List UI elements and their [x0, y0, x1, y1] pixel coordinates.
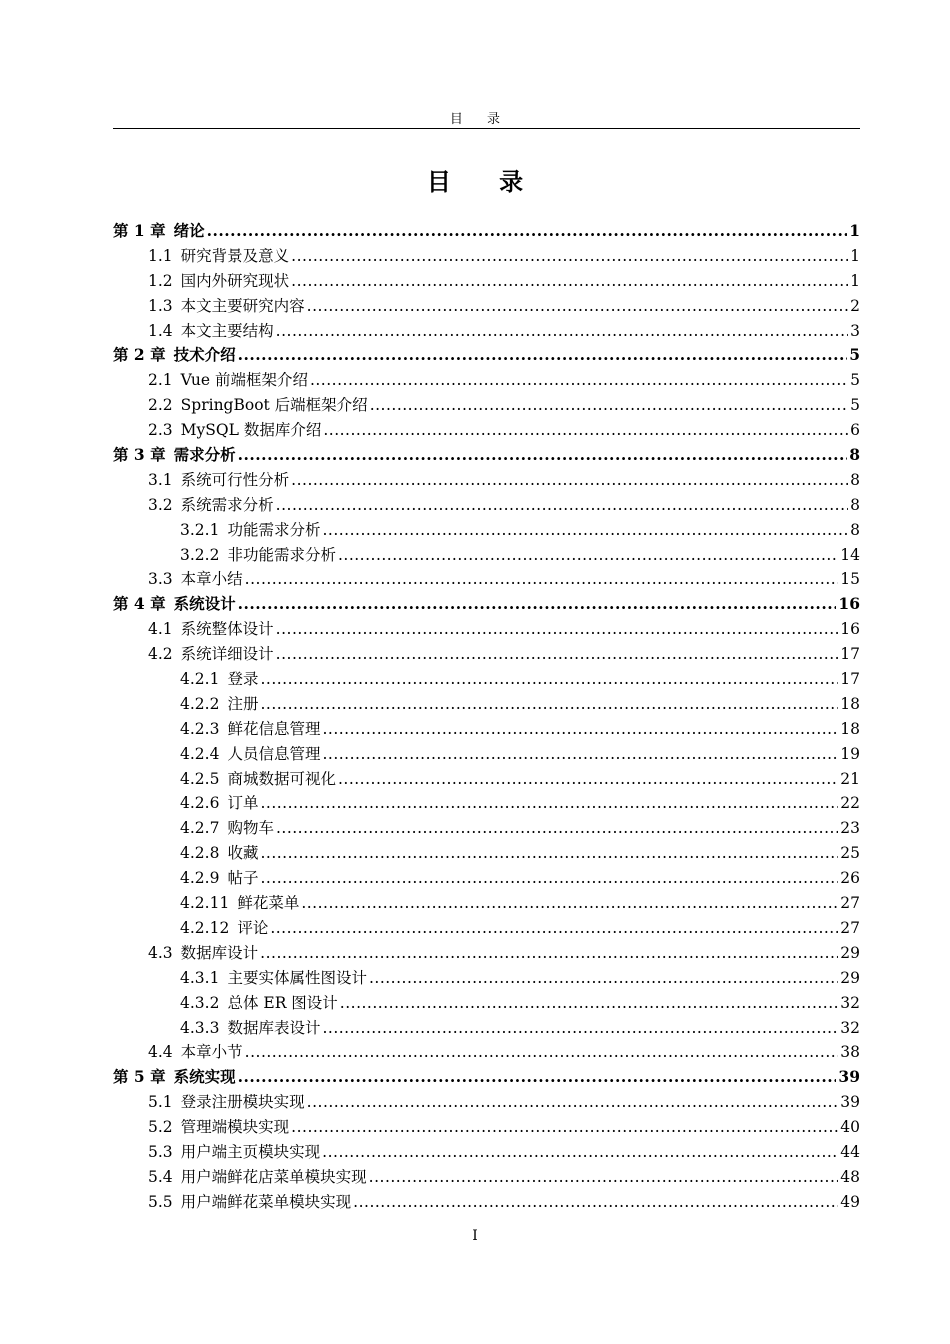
toc-entry-title: 商城数据可视化 [227, 769, 336, 788]
toc-entry-number: 第 1 章 [113, 221, 166, 240]
toc-entry-number: 2.1 [148, 371, 173, 390]
toc-entry-title: 本章小节 [180, 1043, 243, 1062]
toc-entry-title: 帖子 [227, 869, 259, 888]
toc-entry-page: 6 [850, 421, 860, 440]
toc-entry-page: 8 [849, 445, 860, 465]
toc-entry-page: 23 [840, 819, 860, 838]
toc-dot-leader [353, 1190, 838, 1215]
toc-entry-title: 订单 [227, 794, 259, 813]
toc-dot-leader [260, 841, 838, 866]
toc-entry-title: 用户端主页模块实现 [180, 1142, 321, 1161]
toc-dot-leader [245, 1040, 839, 1065]
toc-entry-page: 29 [840, 943, 860, 962]
toc-dot-leader [338, 767, 838, 792]
toc-entry-number: 1.2 [148, 271, 173, 290]
toc-entry-page: 19 [840, 744, 860, 763]
toc-entry-number: 4.2.12 [180, 918, 230, 937]
toc-entry-title: 本章小结 [180, 570, 243, 589]
toc-entry-page: 27 [840, 894, 860, 913]
toc-entry-number: 4.2.6 [180, 794, 220, 813]
toc-entry-number: 4.3.2 [180, 993, 220, 1012]
toc-entry[interactable] [113, 966, 860, 991]
toc-entry[interactable] [113, 642, 860, 667]
toc-entry-title: 系统实现 [173, 1067, 236, 1087]
toc-entry-number: 第 3 章 [113, 445, 166, 465]
toc-entry-title: 用户端鲜花店菜单模块实现 [180, 1167, 367, 1186]
toc-entry-number: 4.3.1 [180, 968, 220, 987]
toc-entry-number: 4.2.3 [180, 719, 220, 738]
toc-entry-page: 5 [850, 396, 860, 415]
toc-entry-title: 评论 [237, 918, 269, 937]
toc-entry-title: 研究背景及意义 [180, 246, 290, 265]
toc-dot-leader [260, 941, 838, 966]
toc-entry-number: 4.2.5 [180, 769, 220, 788]
toc-dot-leader [322, 742, 838, 767]
toc-dot-leader [276, 642, 839, 667]
toc-entry-number: 4.4 [148, 1043, 173, 1062]
toc-entry-title: 本文主要结构 [180, 321, 274, 340]
toc-entry[interactable] [113, 866, 860, 891]
toc-entry[interactable] [113, 991, 860, 1016]
toc-entry[interactable] [113, 667, 860, 692]
page-number: I [472, 1228, 478, 1244]
toc-entry-page: 21 [840, 769, 860, 788]
toc-entry-title: 总体 ER 图设计 [227, 993, 338, 1012]
toc-entry-number: 4.3 [148, 943, 173, 962]
toc-entry-page: 40 [840, 1118, 860, 1137]
toc-entry[interactable] [113, 941, 860, 966]
toc-entry-title: 主要实体属性图设计 [227, 968, 367, 987]
toc-entry-number: 5.4 [148, 1167, 173, 1186]
toc-entry-page: 5 [850, 371, 860, 390]
toc-entry-page: 38 [840, 1043, 860, 1062]
toc-entry[interactable] [113, 493, 860, 518]
table-of-contents [113, 219, 860, 1215]
toc-dot-leader [260, 692, 838, 717]
toc-entry-page: 2 [850, 296, 860, 315]
toc-dot-leader [291, 269, 848, 294]
toc-entry-number: 2.3 [148, 421, 173, 440]
toc-entry-title: 登录 [227, 670, 259, 689]
toc-entry-title: 鲜花菜单 [237, 894, 300, 913]
toc-entry-number: 4.1 [148, 620, 173, 639]
toc-entry-number: 4.2.9 [180, 869, 220, 888]
toc-dot-leader [323, 418, 848, 443]
toc-entry[interactable] [113, 1090, 860, 1115]
toc-entry-page: 32 [840, 993, 860, 1012]
toc-dot-leader [307, 294, 848, 319]
toc-entry-page: 16 [840, 620, 860, 639]
toc-entry-page: 22 [840, 794, 860, 813]
toc-dot-leader [238, 343, 848, 368]
toc-entry[interactable] [113, 294, 860, 319]
toc-entry-title: 登录注册模块实现 [180, 1093, 305, 1112]
toc-entry-page: 48 [840, 1167, 860, 1186]
toc-dot-leader [369, 1165, 839, 1190]
toc-entry-page: 29 [840, 968, 860, 987]
toc-entry-title: 系统整体设计 [180, 620, 274, 639]
toc-entry-title: SpringBoot 后端框架介绍 [180, 396, 368, 415]
toc-entry-page: 32 [840, 1018, 860, 1037]
toc-entry-page: 8 [850, 470, 860, 489]
running-header: 目 录 [449, 112, 511, 127]
toc-entry-page: 5 [849, 345, 860, 365]
toc-entry-number: 4.2.8 [180, 844, 220, 863]
toc-entry-number: 4.2.11 [180, 894, 230, 913]
toc-entry[interactable] [113, 468, 860, 493]
toc-dot-leader [207, 219, 848, 244]
toc-entry-page: 1 [849, 221, 860, 240]
toc-entry-page: 25 [840, 844, 860, 863]
toc-entry-page: 1 [850, 271, 860, 290]
toc-entry-title: 绪论 [173, 221, 205, 240]
toc-entry[interactable] [113, 891, 860, 916]
toc-entry[interactable] [113, 742, 860, 767]
toc-entry-title: 国内外研究现状 [180, 271, 290, 290]
toc-entry-page: 8 [850, 495, 860, 514]
toc-entry-page: 3 [850, 321, 860, 340]
toc-entry-title: 系统可行性分析 [180, 470, 290, 489]
toc-entry-page: 16 [838, 594, 860, 614]
toc-entry[interactable] [113, 592, 860, 617]
toc-entry-title: 注册 [227, 694, 259, 713]
toc-entry-title: 技术介绍 [173, 345, 236, 365]
toc-entry[interactable] [113, 767, 860, 792]
toc-entry[interactable] [113, 1165, 860, 1190]
toc-entry[interactable] [113, 443, 860, 468]
toc-entry-title: Vue 前端框架介绍 [180, 371, 308, 390]
toc-entry-title: 购物车 [227, 819, 274, 838]
toc-entry[interactable] [113, 518, 860, 543]
toc-entry-number: 3.2.1 [180, 520, 220, 539]
toc-entry[interactable] [113, 393, 860, 418]
toc-dot-leader [276, 816, 838, 841]
toc-entry[interactable] [113, 1040, 860, 1065]
toc-dot-leader [322, 518, 848, 543]
toc-dot-leader [369, 966, 838, 991]
toc-entry[interactable] [113, 1065, 860, 1090]
toc-dot-leader [322, 1140, 838, 1165]
toc-entry-number: 5.5 [148, 1192, 173, 1211]
toc-dot-leader [340, 991, 838, 1016]
toc-dot-leader [238, 1065, 837, 1090]
toc-dot-leader [276, 319, 848, 344]
toc-entry-page: 27 [840, 918, 860, 937]
toc-dot-leader [291, 1115, 838, 1140]
toc-entry[interactable] [113, 916, 860, 941]
toc-dot-leader [276, 617, 839, 642]
toc-entry[interactable] [113, 269, 860, 294]
toc-entry-title: 鲜花信息管理 [227, 719, 321, 738]
toc-entry-title: 系统需求分析 [180, 495, 274, 514]
toc-entry-number: 2.2 [148, 396, 173, 415]
toc-entry-number: 第 4 章 [113, 594, 166, 614]
toc-entry-page: 26 [840, 869, 860, 888]
toc-dot-leader [238, 443, 848, 468]
toc-entry-number: 4.3.3 [180, 1018, 220, 1037]
toc-entry-number: 3.3 [148, 570, 173, 589]
toc-entry-number: 4.2.2 [180, 694, 220, 713]
toc-entry-title: 系统详细设计 [180, 645, 274, 664]
toc-entry[interactable] [113, 418, 860, 443]
toc-entry[interactable] [113, 368, 860, 393]
toc-entry[interactable] [113, 841, 860, 866]
toc-entry[interactable] [113, 717, 860, 742]
toc-entry[interactable] [113, 1016, 860, 1041]
toc-entry-title: 数据库设计 [180, 943, 259, 962]
toc-entry-title: 管理端模块实现 [180, 1118, 290, 1137]
toc-entry-title: 本文主要研究内容 [180, 296, 305, 315]
toc-entry-title: 用户端鲜花菜单模块实现 [180, 1192, 352, 1211]
toc-entry-number: 3.2 [148, 495, 173, 514]
toc-entry-number: 1.4 [148, 321, 173, 340]
toc-entry-page: 39 [838, 1067, 860, 1087]
toc-dot-leader [276, 493, 848, 518]
toc-dot-leader [260, 667, 838, 692]
toc-entry-number: 1.1 [148, 246, 173, 265]
toc-entry-number: 第 5 章 [113, 1067, 166, 1087]
toc-entry-number: 4.2.1 [180, 670, 220, 689]
toc-entry-title: 人员信息管理 [227, 744, 321, 763]
toc-entry-number: 3.2.2 [180, 545, 220, 564]
toc-dot-leader [322, 1016, 838, 1041]
toc-entry[interactable] [113, 617, 860, 642]
toc-entry-title: 需求分析 [173, 445, 236, 465]
toc-entry-page: 44 [840, 1142, 860, 1161]
toc-entry-number: 3.1 [148, 470, 173, 489]
toc-dot-leader [291, 244, 848, 269]
toc-entry-page: 17 [840, 670, 860, 689]
toc-entry[interactable] [113, 567, 860, 592]
toc-dot-leader [338, 543, 838, 568]
toc-dot-leader [307, 1090, 839, 1115]
toc-dot-leader [270, 916, 838, 941]
toc-dot-leader [370, 393, 848, 418]
toc-entry-title: MySQL 数据库介绍 [180, 421, 322, 440]
toc-dot-leader [322, 717, 838, 742]
toc-entry[interactable] [113, 319, 860, 344]
toc-entry[interactable] [113, 219, 860, 244]
toc-dot-leader [310, 368, 848, 393]
toc-entry[interactable] [113, 1140, 860, 1165]
toc-entry-number: 5.2 [148, 1118, 173, 1137]
toc-entry-title: 系统设计 [173, 594, 236, 614]
toc-entry-page: 18 [840, 694, 860, 713]
toc-entry[interactable] [113, 343, 860, 368]
toc-entry[interactable] [113, 816, 860, 841]
toc-dot-leader [301, 891, 838, 916]
page-title: 目 录 [426, 168, 544, 196]
toc-entry-number: 4.2 [148, 645, 173, 664]
toc-dot-leader [260, 866, 838, 891]
toc-entry-page: 14 [840, 545, 860, 564]
toc-entry[interactable] [113, 244, 860, 269]
toc-entry-number: 5.1 [148, 1093, 173, 1112]
toc-entry-title: 收藏 [227, 844, 259, 863]
toc-entry-number: 1.3 [148, 296, 173, 315]
toc-entry-title: 非功能需求分析 [227, 545, 336, 564]
toc-entry-page: 17 [840, 645, 860, 664]
toc-entry-page: 8 [850, 520, 860, 539]
toc-entry-title: 数据库表设计 [227, 1018, 321, 1037]
toc-entry-number: 第 2 章 [113, 345, 166, 365]
toc-entry-page: 49 [840, 1192, 860, 1211]
toc-entry-page: 39 [840, 1093, 860, 1112]
toc-entry-page: 15 [840, 570, 860, 589]
toc-entry-number: 4.2.7 [180, 819, 220, 838]
toc-entry[interactable] [113, 692, 860, 717]
toc-entry-number: 5.3 [148, 1142, 173, 1161]
toc-entry-page: 18 [840, 719, 860, 738]
toc-dot-leader [260, 791, 838, 816]
toc-entry[interactable] [113, 1190, 860, 1215]
toc-entry-title: 功能需求分析 [227, 520, 321, 539]
toc-entry[interactable] [113, 791, 860, 816]
toc-entry-page: 1 [850, 246, 860, 265]
toc-dot-leader [291, 468, 848, 493]
toc-dot-leader [245, 567, 839, 592]
toc-entry-number: 4.2.4 [180, 744, 220, 763]
toc-entry[interactable] [113, 543, 860, 568]
toc-entry[interactable] [113, 1115, 860, 1140]
header-rule [113, 128, 860, 129]
toc-dot-leader [238, 592, 837, 617]
